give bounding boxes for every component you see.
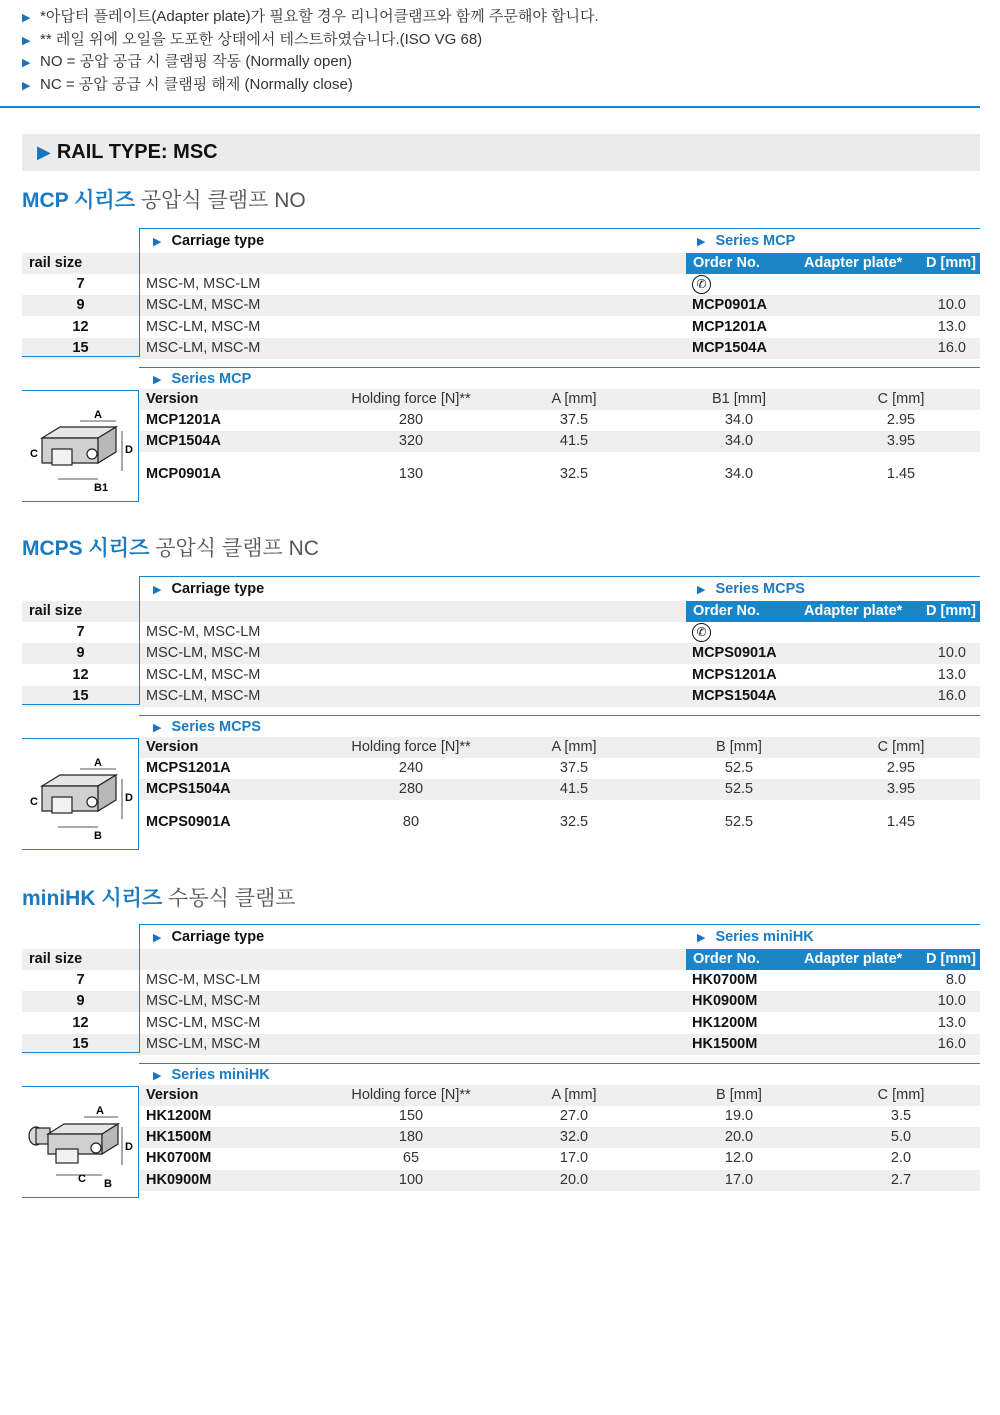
c-value: 2.0 bbox=[890, 1150, 912, 1166]
order-header-bar bbox=[686, 949, 980, 970]
triangle-bullet-icon: ▶ bbox=[153, 722, 162, 734]
b-value: 52.5 bbox=[724, 814, 754, 830]
triangle-bullet-icon: ▶ bbox=[22, 34, 31, 47]
order-no-value: HK1200M bbox=[692, 1014, 758, 1031]
order-table-header bbox=[139, 576, 980, 602]
c-value: 2.95 bbox=[886, 412, 916, 428]
carriage-type-value: MSC-M, MSC-LM bbox=[146, 972, 261, 988]
spec-row bbox=[139, 1106, 980, 1127]
rail-size-value: 7 bbox=[76, 276, 85, 292]
d-value: 10.0 bbox=[937, 993, 966, 1010]
a-value: 20.0 bbox=[559, 1172, 589, 1188]
d-mm-header: D [mm] bbox=[926, 603, 976, 619]
series-label bbox=[697, 925, 814, 950]
triangle-bullet-icon: ▶ bbox=[697, 236, 706, 248]
order-header-bar bbox=[686, 253, 980, 274]
rail-row bbox=[22, 1013, 980, 1034]
spec-series-text: Series MCPS bbox=[171, 719, 261, 735]
svg-text:B: B bbox=[94, 830, 102, 842]
b-value: 17.0 bbox=[724, 1172, 754, 1188]
adapter-plate-header: Adapter plate* bbox=[804, 951, 903, 967]
a-value: 32.0 bbox=[559, 1129, 589, 1145]
rail-size-header: rail size bbox=[29, 603, 83, 619]
b-mm-header: B [mm] bbox=[716, 1087, 762, 1103]
version-value: HK1200M bbox=[146, 1108, 212, 1124]
b-value: 34.0 bbox=[724, 412, 754, 428]
rail-row bbox=[22, 295, 980, 316]
holding-force-value: 280 bbox=[398, 412, 424, 428]
a-value: 41.5 bbox=[559, 433, 589, 449]
spec-row bbox=[139, 431, 980, 452]
spec-row bbox=[139, 1170, 980, 1191]
rail-row bbox=[22, 317, 980, 338]
rail-row bbox=[22, 274, 980, 295]
c-value: 3.95 bbox=[886, 433, 916, 449]
rail-size-value: 9 bbox=[76, 993, 85, 1010]
rail-type-text: RAIL TYPE: MSC bbox=[56, 141, 218, 163]
spec-table-header bbox=[139, 715, 980, 738]
holding-force-value: 65 bbox=[402, 1150, 420, 1166]
series-label bbox=[697, 577, 805, 602]
a-mm-header: A [mm] bbox=[551, 739, 597, 755]
note-text: *아답터 플레이트(Adapter plate)가 필요할 경우 리니어클램프와 함께 주문해야 합니다. bbox=[40, 8, 599, 25]
order-no-value: MCP1201A bbox=[692, 318, 767, 335]
carriage-type-value: MSC-LM, MSC-M bbox=[146, 666, 261, 683]
spec-series-label bbox=[153, 716, 261, 739]
order-no-value: MCPS1201A bbox=[692, 666, 777, 683]
holding-force-value: 180 bbox=[398, 1129, 424, 1145]
svg-text:C: C bbox=[30, 796, 38, 808]
order-no-value: MCPS0901A bbox=[692, 645, 777, 662]
carriage-type-value: MSC-LM, MSC-M bbox=[146, 993, 261, 1010]
a-value: 41.5 bbox=[559, 781, 589, 797]
spec-row bbox=[139, 1148, 980, 1169]
b-value: 34.0 bbox=[724, 433, 754, 449]
rail-row bbox=[22, 665, 980, 686]
rail-size-value: 12 bbox=[72, 318, 89, 335]
order-no-value: MCPS1504A bbox=[692, 687, 777, 704]
a-value: 32.5 bbox=[559, 814, 589, 830]
note-item bbox=[22, 29, 980, 52]
triangle-bullet-icon: ▶ bbox=[153, 236, 162, 248]
holding-force-value: 150 bbox=[398, 1108, 424, 1124]
holding-force-value: 100 bbox=[398, 1172, 424, 1188]
carriage-type-value: MSC-LM, MSC-M bbox=[146, 687, 261, 704]
spec-table-header bbox=[139, 367, 980, 390]
section-title bbox=[22, 187, 306, 215]
rail-row bbox=[22, 622, 980, 643]
carriage-type-value: MSC-LM, MSC-M bbox=[146, 297, 261, 314]
phone-icon: ✆ bbox=[692, 623, 711, 642]
a-mm-header: A [mm] bbox=[551, 1087, 597, 1103]
spec-row bbox=[139, 779, 980, 800]
version-header: Version bbox=[146, 739, 199, 755]
c-mm-header: C [mm] bbox=[877, 739, 925, 755]
carriage-type-value: MSC-LM, MSC-M bbox=[146, 339, 261, 356]
rail-size-value: 15 bbox=[72, 1035, 89, 1052]
rail-row bbox=[22, 1034, 980, 1055]
svg-text:A: A bbox=[94, 409, 102, 421]
phone-icon: ✆ bbox=[692, 275, 711, 294]
notes-list bbox=[22, 6, 980, 96]
version-header: Version bbox=[146, 391, 199, 407]
holding-force-value: 280 bbox=[398, 781, 424, 797]
rail-size-value: 12 bbox=[72, 1014, 89, 1031]
c-value: 1.45 bbox=[886, 466, 916, 482]
rail-size-value: 9 bbox=[76, 645, 85, 662]
spec-row bbox=[139, 1127, 980, 1148]
c-value: 3.5 bbox=[890, 1108, 912, 1124]
d-value: 16.0 bbox=[937, 1035, 966, 1052]
d-value: 8.0 bbox=[945, 972, 966, 988]
svg-text:C: C bbox=[78, 1173, 86, 1185]
holding-force-value: 240 bbox=[398, 760, 424, 776]
order-no-value: HK0700M bbox=[692, 972, 758, 988]
rail-size-value: 7 bbox=[76, 972, 85, 988]
carriage-type-text: Carriage type bbox=[171, 581, 265, 597]
spec-series-text: Series MCP bbox=[171, 371, 252, 387]
carriage-type-value: MSC-M, MSC-LM bbox=[146, 624, 261, 640]
clamp-diagram-graphic bbox=[22, 739, 138, 849]
note-text: NC = 공압 공급 시 클램핑 해제 (Normally close) bbox=[40, 75, 353, 93]
d-value: 16.0 bbox=[937, 339, 966, 356]
spec-series-label bbox=[153, 1064, 270, 1087]
rail-size-column-border bbox=[22, 924, 140, 1053]
rail-row bbox=[22, 991, 980, 1012]
d-value: 10.0 bbox=[937, 297, 966, 314]
version-value: MCPS1504A bbox=[146, 781, 231, 797]
order-no-value: HK0900M bbox=[692, 993, 758, 1010]
triangle-bullet-icon: ▶ bbox=[697, 584, 706, 596]
svg-text:A: A bbox=[94, 757, 102, 769]
a-value: 17.0 bbox=[559, 1150, 589, 1166]
note-item bbox=[22, 6, 980, 29]
carriage-type-label bbox=[153, 577, 264, 602]
triangle-bullet-icon: ▶ bbox=[37, 142, 51, 162]
c-value: 5.0 bbox=[890, 1129, 912, 1145]
d-value: 13.0 bbox=[937, 318, 966, 335]
d-mm-header: D [mm] bbox=[926, 255, 976, 271]
series-label-text: Series miniHK bbox=[715, 929, 814, 945]
svg-text:D: D bbox=[125, 1141, 133, 1153]
spec-table-header bbox=[139, 1063, 980, 1086]
b-mm-header: B1 [mm] bbox=[712, 391, 766, 407]
carriage-type-value: MSC-LM, MSC-M bbox=[146, 1035, 261, 1052]
version-value: MCP1201A bbox=[146, 412, 221, 428]
section-title-series: MCPS 시리즈 bbox=[22, 537, 150, 560]
section-title-type: 공압식 클램프 NO bbox=[140, 189, 306, 212]
version-value: MCPS0901A bbox=[146, 814, 231, 830]
b-value: 20.0 bbox=[724, 1129, 754, 1145]
adapter-plate-header: Adapter plate* bbox=[804, 603, 903, 619]
a-mm-header: A [mm] bbox=[551, 391, 597, 407]
spec-series-text: Series miniHK bbox=[171, 1067, 270, 1083]
divider bbox=[0, 106, 980, 108]
version-value: MCP0901A bbox=[146, 466, 221, 482]
note-text: NO = 공압 공급 시 클램핑 작동 (Normally open) bbox=[40, 53, 353, 70]
order-no-value: HK1500M bbox=[692, 1035, 758, 1052]
b-value: 19.0 bbox=[724, 1108, 754, 1124]
order-no-header: Order No. bbox=[693, 951, 760, 967]
b-mm-header: B [mm] bbox=[716, 739, 762, 755]
rail-size-header: rail size bbox=[29, 255, 83, 271]
rail-row bbox=[22, 686, 980, 707]
rail-size-value: 15 bbox=[72, 339, 89, 356]
clamp-diagram-graphic bbox=[22, 1087, 138, 1197]
d-value: 13.0 bbox=[937, 1014, 966, 1031]
rail-type-heading bbox=[22, 134, 980, 171]
c-value: 2.95 bbox=[886, 760, 916, 776]
triangle-bullet-icon: ▶ bbox=[153, 584, 162, 596]
order-no-header: Order No. bbox=[693, 255, 760, 271]
spec-header-row bbox=[139, 1085, 980, 1106]
spec-row bbox=[139, 464, 980, 485]
order-table-header bbox=[139, 228, 980, 254]
carriage-type-text: Carriage type bbox=[171, 233, 265, 249]
holding-force-header: Holding force [N]** bbox=[351, 391, 471, 407]
triangle-bullet-icon: ▶ bbox=[153, 932, 162, 944]
order-header-bar bbox=[686, 601, 980, 622]
c-value: 2.7 bbox=[890, 1172, 912, 1188]
order-no-value: MCP0901A bbox=[692, 297, 767, 314]
svg-text:A: A bbox=[96, 1105, 104, 1117]
triangle-bullet-icon: ▶ bbox=[153, 1070, 162, 1082]
clamp-diagram bbox=[22, 738, 139, 850]
triangle-bullet-icon: ▶ bbox=[153, 374, 162, 386]
note-item bbox=[22, 74, 980, 97]
triangle-bullet-icon: ▶ bbox=[22, 57, 31, 69]
series-label-text: Series MCP bbox=[715, 233, 796, 249]
c-mm-header: C [mm] bbox=[877, 1087, 925, 1103]
version-value: HK0700M bbox=[146, 1150, 212, 1166]
adapter-plate-header: Adapter plate* bbox=[804, 255, 903, 271]
version-header: Version bbox=[146, 1087, 199, 1103]
clamp-diagram bbox=[22, 390, 139, 502]
b-value: 34.0 bbox=[724, 466, 754, 482]
d-value: 10.0 bbox=[937, 645, 966, 662]
svg-text:C: C bbox=[30, 448, 38, 460]
section-title-type: 수동식 클램프 bbox=[168, 887, 296, 910]
svg-text:D: D bbox=[125, 792, 133, 804]
carriage-type-value: MSC-LM, MSC-M bbox=[146, 318, 261, 335]
section-title-type: 공압식 클램프 NC bbox=[155, 537, 319, 560]
a-value: 37.5 bbox=[559, 412, 589, 428]
b-value: 52.5 bbox=[724, 781, 754, 797]
clamp-diagram bbox=[22, 1086, 139, 1198]
spec-row bbox=[139, 812, 980, 833]
carriage-type-value: MSC-LM, MSC-M bbox=[146, 645, 261, 662]
section-title-series: MCP 시리즈 bbox=[22, 189, 135, 212]
carriage-type-text: Carriage type bbox=[171, 929, 265, 945]
section-title bbox=[22, 535, 319, 563]
spec-row bbox=[139, 410, 980, 431]
a-value: 27.0 bbox=[559, 1108, 589, 1124]
version-value: HK0900M bbox=[146, 1172, 212, 1188]
spec-header-row bbox=[139, 737, 980, 758]
svg-text:B1: B1 bbox=[94, 482, 109, 494]
holding-force-header: Holding force [N]** bbox=[351, 739, 471, 755]
d-value: 16.0 bbox=[937, 687, 966, 704]
holding-force-value: 130 bbox=[398, 466, 424, 482]
note-text: ** 레일 위에 오일을 도포한 상태에서 테스트하였습니다.(ISO VG 68) bbox=[40, 30, 483, 48]
note-item bbox=[22, 51, 980, 74]
rail-size-value: 12 bbox=[72, 666, 89, 683]
order-no-value: MCP1504A bbox=[692, 339, 767, 356]
rail-row bbox=[22, 338, 980, 359]
triangle-bullet-icon: ▶ bbox=[22, 79, 31, 92]
b-value: 12.0 bbox=[724, 1150, 754, 1166]
series-label bbox=[697, 229, 795, 254]
svg-text:B: B bbox=[104, 1178, 112, 1190]
carriage-type-label bbox=[153, 925, 264, 950]
d-value: 13.0 bbox=[937, 666, 966, 683]
version-value: MCP1504A bbox=[146, 433, 221, 449]
a-value: 32.5 bbox=[559, 466, 589, 482]
section-title bbox=[22, 885, 296, 913]
a-value: 37.5 bbox=[559, 760, 589, 776]
triangle-bullet-icon: ▶ bbox=[22, 12, 31, 24]
spec-series-label bbox=[153, 368, 251, 391]
spec-header-row bbox=[139, 389, 980, 410]
holding-force-value: 320 bbox=[398, 433, 424, 449]
carriage-type-value: MSC-M, MSC-LM bbox=[146, 276, 261, 292]
b-value: 52.5 bbox=[724, 760, 754, 776]
c-value: 1.45 bbox=[886, 814, 916, 830]
carriage-type-label bbox=[153, 229, 264, 254]
carriage-type-value: MSC-LM, MSC-M bbox=[146, 1014, 261, 1031]
svg-text:D: D bbox=[125, 444, 133, 456]
order-no-header: Order No. bbox=[693, 603, 760, 619]
rail-size-value: 9 bbox=[76, 297, 85, 314]
c-value: 3.95 bbox=[886, 781, 916, 797]
rail-size-column-border bbox=[22, 228, 140, 357]
triangle-bullet-icon: ▶ bbox=[697, 932, 706, 944]
rail-row bbox=[22, 970, 980, 991]
series-label-text: Series MCPS bbox=[715, 581, 805, 597]
rail-size-value: 15 bbox=[72, 687, 89, 704]
section-title-series: miniHK 시리즈 bbox=[22, 887, 163, 910]
rail-size-header: rail size bbox=[29, 951, 83, 967]
clamp-diagram-graphic bbox=[22, 391, 138, 501]
order-table-header bbox=[139, 924, 980, 950]
rail-size-value: 7 bbox=[76, 624, 85, 640]
version-value: MCPS1201A bbox=[146, 760, 231, 776]
version-value: HK1500M bbox=[146, 1129, 212, 1145]
holding-force-header: Holding force [N]** bbox=[351, 1087, 471, 1103]
holding-force-value: 80 bbox=[402, 814, 420, 830]
d-mm-header: D [mm] bbox=[926, 951, 976, 967]
spec-row bbox=[139, 758, 980, 779]
rail-row bbox=[22, 643, 980, 664]
c-mm-header: C [mm] bbox=[877, 391, 925, 407]
rail-size-column-border bbox=[22, 576, 140, 705]
